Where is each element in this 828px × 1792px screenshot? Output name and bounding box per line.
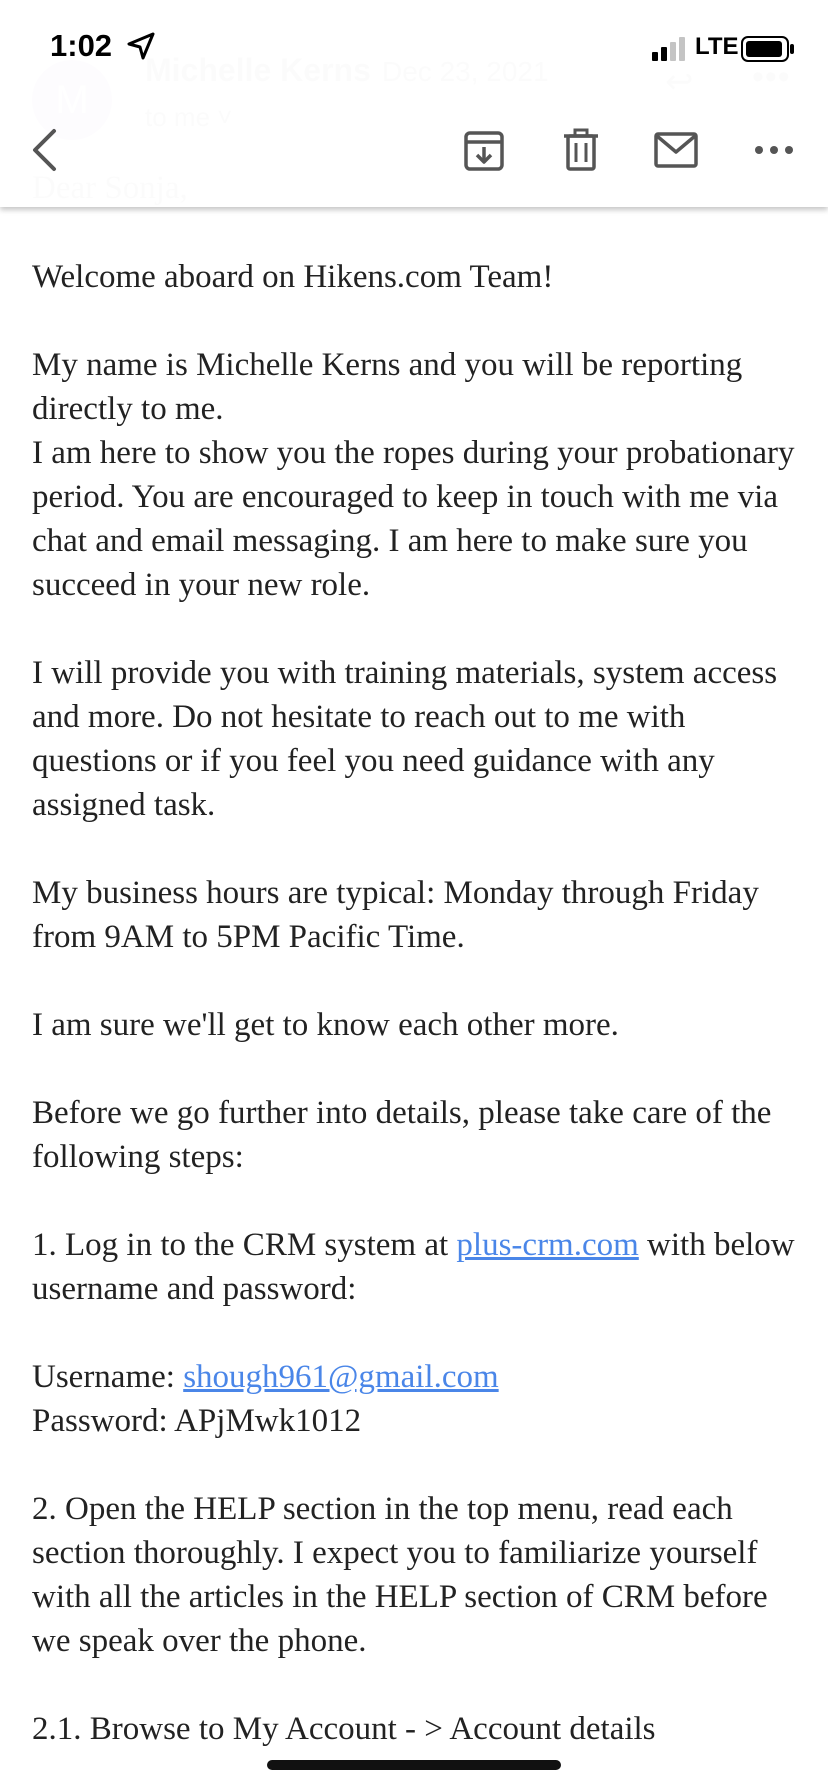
username-line	[32, 1355, 802, 1399]
hours-paragraph: My business hours are typical: Monday through Friday from 9AM to 5PM Pacific Time.	[32, 875, 759, 955]
username-label: Username:	[32, 1359, 184, 1395]
back-icon[interactable]	[28, 127, 62, 173]
step-1	[32, 1223, 802, 1311]
cellular-signal-icon	[652, 37, 688, 61]
before-paragraph: Before we go further into details, please take care of the following steps:	[32, 1095, 772, 1175]
step-1-suffix: with below username and password:	[32, 1227, 795, 1307]
crm-link[interactable]: plus-crm.com	[456, 1227, 639, 1263]
trash-icon[interactable]	[560, 128, 602, 172]
step-1-prefix: 1. Log in to the CRM system at	[32, 1227, 457, 1263]
network-type: LTE	[695, 33, 739, 60]
status-time: 1:02	[50, 28, 113, 63]
training-paragraph: I will provide you with training materials, system access and more. Do not hesitate to reach out to me with questions or if you feel you need guidance with any assigned task.	[32, 655, 778, 823]
email-body	[32, 255, 802, 1751]
know-paragraph: I am sure we'll get to know each other more.	[32, 1007, 619, 1043]
username-email-link[interactable]: shough961@gmail.com	[183, 1359, 499, 1395]
welcome-line: Welcome aboard on Hikens.com Team!	[32, 259, 554, 295]
archive-icon[interactable]	[463, 130, 505, 172]
home-indicator[interactable]	[267, 1760, 561, 1770]
mail-icon[interactable]	[654, 132, 698, 168]
more-icon[interactable]	[752, 140, 796, 160]
intro-paragraph-1: My name is Michelle Kerns and you will be reporting directly to me.	[32, 347, 743, 427]
step-2: 2. Open the HELP section in the top menu, read each section thoroughly. I expect you to familiarize yourself with all the articles in the HELP section of CRM before we speak over the phone.	[32, 1491, 768, 1659]
location-arrow-icon	[127, 32, 155, 60]
top-toolbar	[0, 0, 828, 207]
password-line: Password: APjMwk1012	[32, 1403, 362, 1439]
battery-icon	[741, 36, 795, 62]
step-2-1: 2.1. Browse to My Account - > Account details	[32, 1711, 656, 1747]
intro-paragraph-2: I am here to show you the ropes during your probationary period. You are encouraged to keep in touch with me via chat and email messaging. I am here to make sure you succeed in your new role.	[32, 435, 795, 603]
